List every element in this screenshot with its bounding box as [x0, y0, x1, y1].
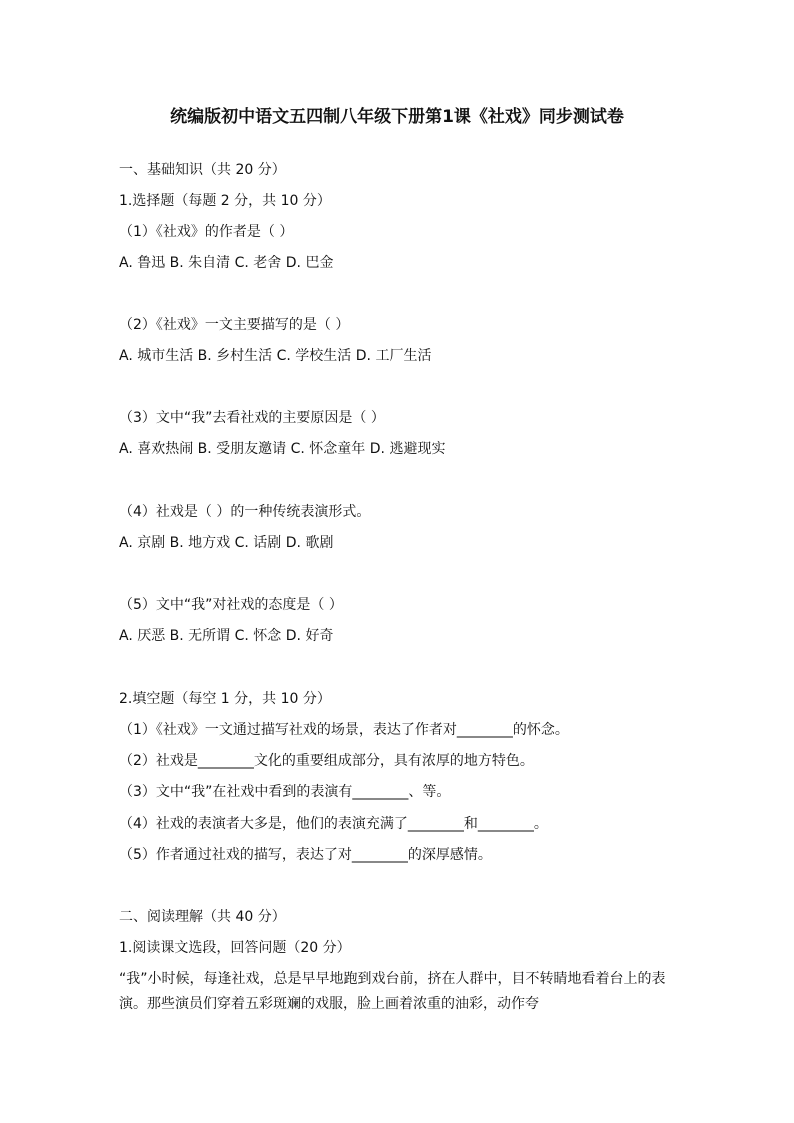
section-heading-reading: 二、阅读理解（共 40 分） [119, 909, 286, 925]
fill-item: （4）社戏的表演者大多是，他们的表演充满了________和________。 [119, 816, 548, 832]
question-options: A. 厌恶 B. 无所谓 C. 怀念 D. 好奇 [119, 628, 334, 644]
question-stem: （3）文中“我”去看社戏的主要原因是（ ） [119, 410, 385, 426]
fill-item: （5）作者通过社戏的描写，表达了对________的深厚感情。 [119, 847, 492, 863]
question-stem: （4）社戏是（ ）的一种传统表演形式。 [119, 504, 371, 520]
question-options: A. 喜欢热闹 B. 受朋友邀请 C. 怀念童年 D. 逃避现实 [119, 441, 446, 457]
choice-heading: 1.选择题（每题 2 分，共 10 分） [119, 193, 331, 209]
question-options: A. 京剧 B. 地方戏 C. 话剧 D. 歌剧 [119, 535, 334, 551]
page-title: 统编版初中语文五四制八年级下册第1课《社戏》同步测试卷 [170, 107, 624, 127]
fill-item: （2）社戏是________文化的重要组成部分，具有浓厚的地方特色。 [119, 753, 534, 769]
question-stem: （2）《社戏》一文主要描写的是（ ） [119, 317, 350, 333]
fill-item: （1）《社戏》一文通过描写社戏的场景，表达了作者对________的怀念。 [119, 722, 569, 738]
section-heading-basics: 一、基础知识（共 20 分） [119, 162, 286, 178]
question-stem: （5）文中“我”对社戏的态度是（ ） [119, 597, 343, 613]
reading-passage: “我”小时候，每逢社戏，总是早早地跑到戏台前，挤在人群中，目不转睛地看着台上的表演。那些演员们穿着五彩斑斓的戏服，脸上画着浓重的油彩，动作夸 [119, 971, 666, 1012]
fill-heading: 2.填空题（每空 1 分，共 10 分） [119, 691, 331, 707]
question-stem: （1）《社戏》的作者是（ ） [119, 224, 294, 240]
question-options: A. 鲁迅 B. 朱自清 C. 老舍 D. 巴金 [119, 255, 334, 271]
fill-item: （3）文中“我”在社戏中看到的表演有________、等。 [119, 784, 451, 800]
reading-heading: 1.阅读课文选段，回答问题（20 分） [119, 940, 351, 956]
question-options: A. 城市生活 B. 乡村生活 C. 学校生活 D. 工厂生活 [119, 348, 432, 364]
